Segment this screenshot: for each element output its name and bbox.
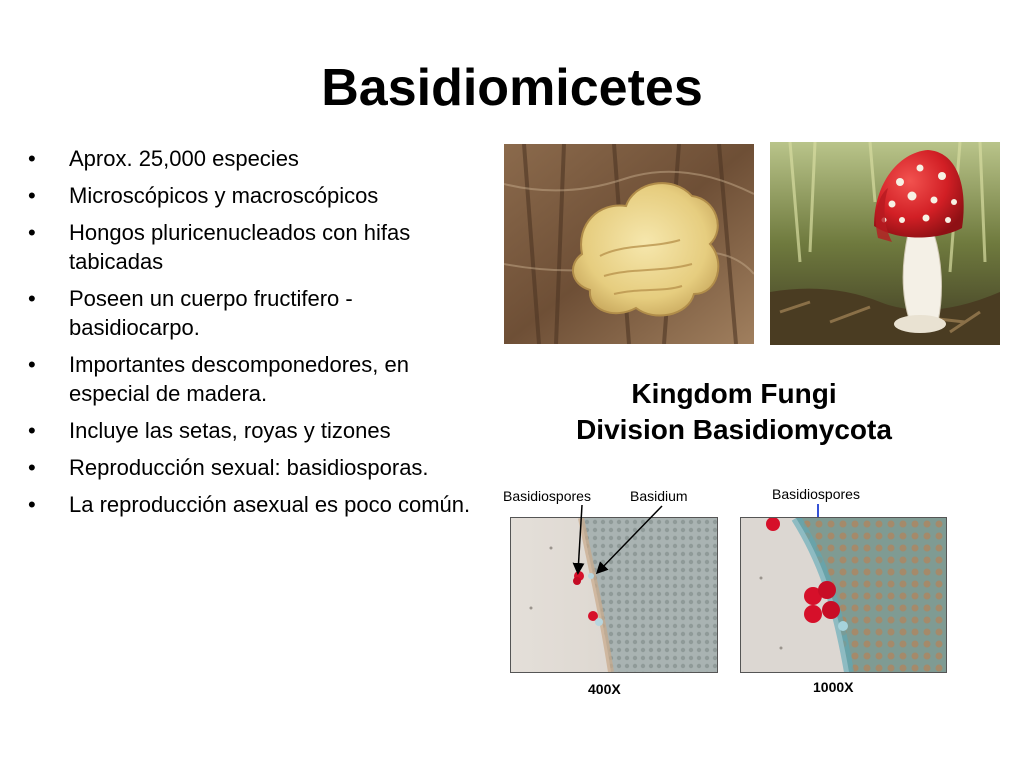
bullet-item	[28, 144, 478, 173]
bullet-text: Importantes descomponedores, en especial de madera.	[69, 352, 409, 406]
bullet-item	[28, 181, 478, 210]
bullet-item	[28, 490, 478, 519]
bullet-text: Incluye las setas, royas y tizones	[69, 418, 391, 443]
bullet-item	[28, 453, 478, 482]
bullet-item	[28, 218, 478, 276]
bullet-item	[28, 416, 478, 445]
bullet-list	[28, 144, 478, 527]
slide-title: Basidiomicetes	[321, 59, 703, 117]
bullet-text: Hongos pluricenucleados con hifas tabicadas	[69, 220, 411, 274]
bullet-item	[28, 350, 478, 408]
bullet-text: La reproducción asexual es poco común.	[69, 492, 471, 517]
bullet-icon: •	[28, 183, 36, 208]
bullet-item	[28, 284, 478, 342]
magnification-1000x-label: 1000X	[813, 679, 854, 695]
bullet-text: Poseen un cuerpo fructifero - basidiocarpo.	[69, 286, 353, 340]
magnification-400x-label: 400X	[588, 681, 621, 697]
bullet-icon: •	[28, 455, 36, 480]
amanita-mushroom-photo	[770, 142, 1000, 345]
basidiospores-label-left: Basidiospores	[503, 488, 591, 504]
figure-title-line-2: Division Basidiomycota	[576, 414, 892, 445]
bullet-icon: •	[28, 352, 36, 377]
bullet-icon: •	[28, 286, 36, 311]
bullet-icon: •	[28, 146, 36, 171]
bullet-icon: •	[28, 492, 36, 517]
micrograph-400x	[510, 517, 718, 673]
basidiospores-label-right: Basidiospores	[772, 486, 860, 502]
bullet-text: Reproducción sexual: basidiosporas.	[69, 455, 429, 480]
bullet-text: Aprox. 25,000 especies	[69, 146, 299, 171]
bullet-icon: •	[28, 418, 36, 443]
basidium-label: Basidium	[630, 488, 688, 504]
micrograph-1000x	[740, 517, 947, 673]
bullet-text: Microscópicos y macroscópicos	[69, 183, 379, 208]
bullet-icon: •	[28, 220, 36, 245]
figure-title-line-1: Kingdom Fungi	[631, 378, 837, 409]
bracket-fungus-photo	[504, 144, 754, 344]
